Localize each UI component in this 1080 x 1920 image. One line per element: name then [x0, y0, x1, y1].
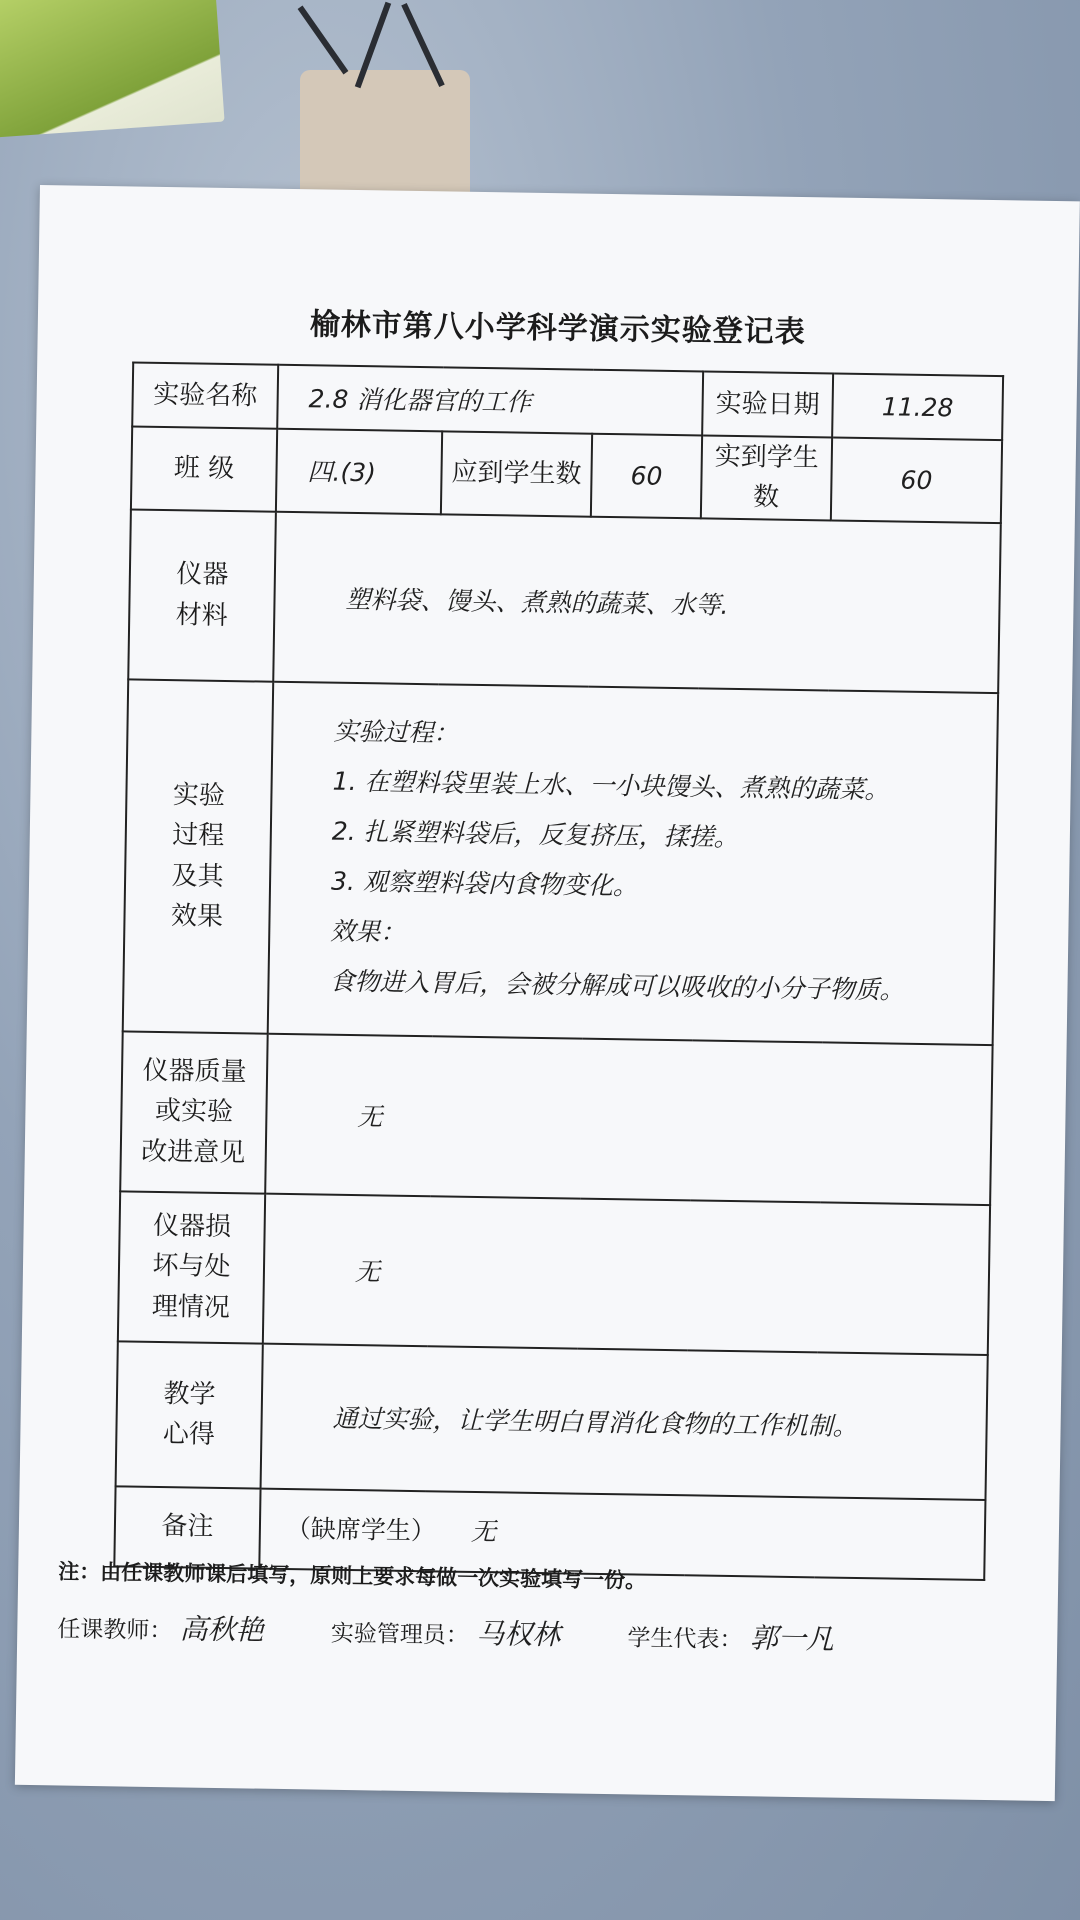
expected-students-label: 应到学生数	[441, 431, 592, 516]
materials-label-line: 材料	[175, 599, 228, 631]
damage-label-line: 坏与处	[152, 1251, 231, 1283]
admin-label: 实验管理员：	[330, 1620, 470, 1649]
experiment-date-value: 11.28	[832, 373, 1003, 440]
student-label: 学生代表：	[627, 1625, 743, 1654]
quality-label	[120, 1031, 267, 1193]
admin-signature	[331, 1610, 561, 1654]
row-quality	[120, 1031, 992, 1205]
process-step: 2. 扎紧塑料袋后，反复挤压，揉搓。	[331, 816, 739, 852]
admin-name: 马权林	[475, 1617, 561, 1652]
process-label	[123, 679, 274, 1033]
process-label-line: 过程	[172, 820, 225, 852]
process-label-line: 效果	[170, 901, 224, 932]
form-title: 榆林市第八小学科学演示实验登记表	[309, 307, 807, 351]
effect-text: 食物进入胃后，会被分解成可以吸收的小分子物质。	[329, 966, 905, 1005]
student-name: 郭一凡	[749, 1621, 835, 1656]
green-book	[0, 0, 225, 138]
row-process	[123, 679, 998, 1045]
teacher-label: 任课教师：	[57, 1616, 173, 1645]
signature-row	[57, 1605, 1018, 1660]
process-heading: 实验过程：	[333, 716, 459, 748]
materials-value: 塑料袋、馒头、煮熟的蔬菜、水等.	[273, 511, 1001, 692]
quality-value: 无	[265, 1033, 992, 1204]
damage-label	[118, 1191, 265, 1343]
quality-label-line: 仪器质量	[142, 1055, 247, 1088]
process-step: 3. 观察塑料袋内食物变化。	[330, 866, 639, 901]
experiment-name-value: 2.8 消化器官的工作	[277, 365, 703, 436]
process-label-line: 及其	[171, 860, 224, 892]
quality-label-line: 改进意见	[141, 1136, 246, 1169]
remarks-label: 备注	[114, 1486, 260, 1568]
experiment-date-label: 实验日期	[702, 371, 833, 437]
damage-value: 无	[263, 1193, 990, 1354]
experiment-name-label: 实验名称	[132, 362, 278, 428]
class-label: 班 级	[131, 426, 277, 511]
teacher-signature	[57, 1605, 264, 1648]
damage-label-line: 仪器损	[152, 1211, 232, 1243]
row-materials	[128, 509, 1001, 693]
student-signature	[627, 1614, 834, 1657]
quality-label-line: 或实验	[154, 1096, 234, 1128]
reflection-label	[116, 1341, 263, 1488]
footnote: 注：由任课教师课后填写，原则上要求每做一次实验填写一份。	[58, 1558, 647, 1593]
absent-students-value: 无	[470, 1516, 497, 1547]
process-label-line: 实验	[172, 780, 226, 811]
expected-students-value: 60	[591, 434, 702, 518]
experiment-register-table	[113, 361, 1004, 1580]
materials-label	[128, 509, 276, 681]
reflection-label-line: 教学	[163, 1378, 216, 1410]
class-value: 四.(3)	[276, 429, 442, 514]
reflection-value: 通过实验，让学生明白胃消化食物的工作机制。	[261, 1343, 988, 1499]
registration-form-paper	[15, 185, 1080, 1801]
process-step: 1. 在塑料袋里装上水、一小块馒头、煮熟的蔬菜。	[332, 766, 890, 805]
process-value	[268, 681, 998, 1044]
reflection-label-line: 心得	[162, 1419, 216, 1450]
row-damage	[118, 1191, 990, 1355]
actual-students-value: 60	[831, 437, 1002, 522]
teacher-name: 高秋艳	[179, 1612, 264, 1647]
effect-heading: 效果：	[330, 916, 406, 947]
row-class	[131, 426, 1002, 522]
actual-students-label: 实到学生数	[701, 435, 832, 520]
absent-students-prefix: （缺席学生）	[285, 1513, 437, 1546]
row-reflection	[116, 1341, 988, 1500]
damage-label-line: 理情况	[151, 1291, 231, 1323]
materials-label-line: 仪器	[176, 559, 229, 591]
